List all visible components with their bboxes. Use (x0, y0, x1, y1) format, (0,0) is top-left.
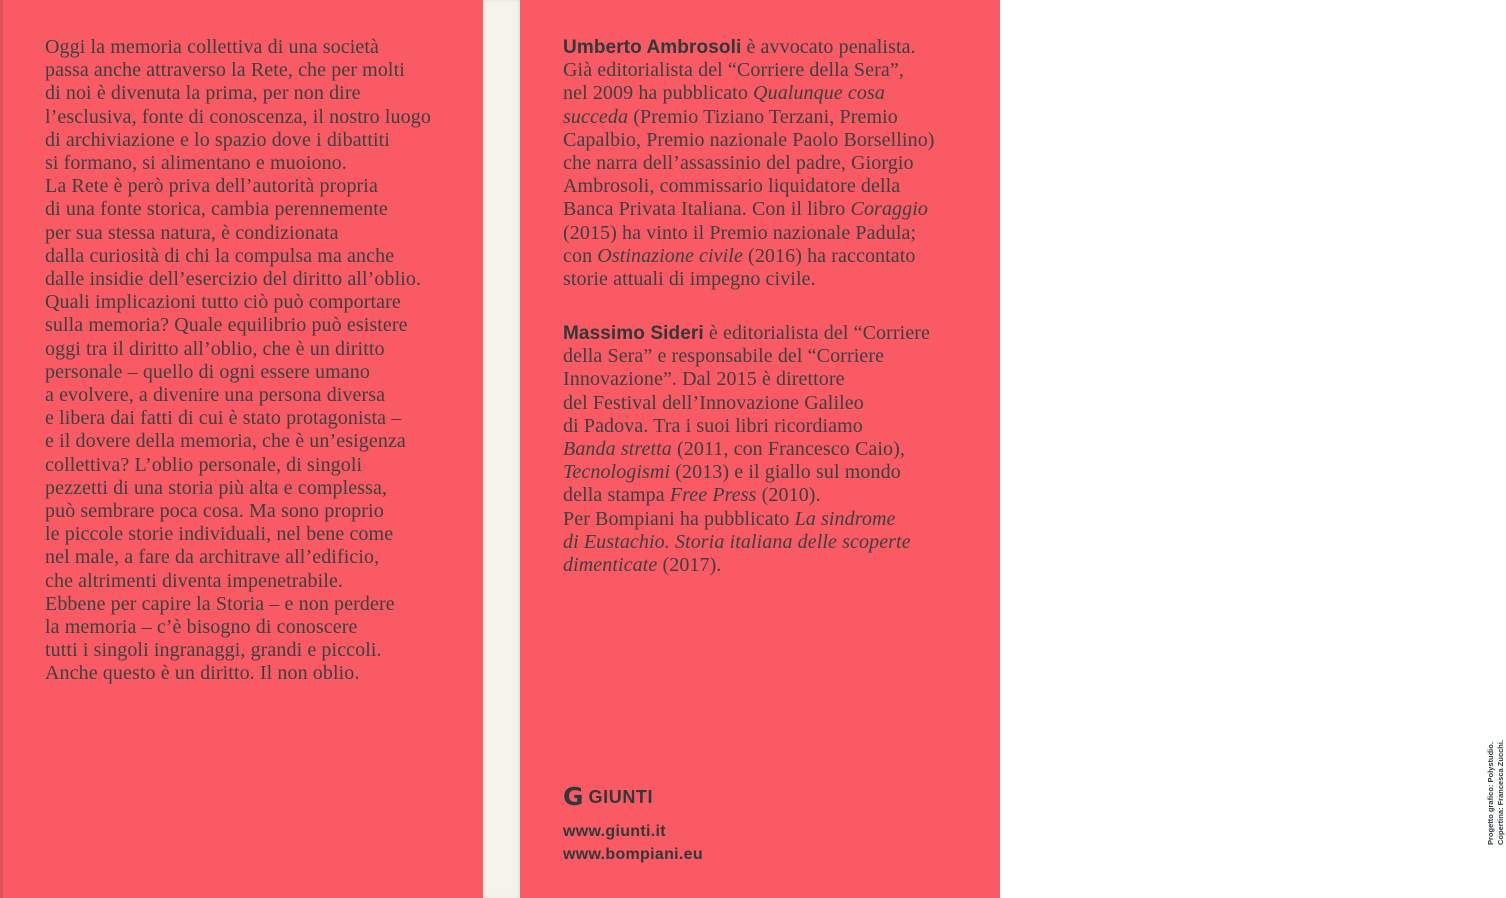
graphic-design-credit: Progetto grafico: Polystudio. (1486, 742, 1495, 845)
left-flap-panel (0, 0, 483, 898)
giunti-g-icon: G (563, 782, 584, 811)
bompiani-website-url: www.bompiani.eu (563, 846, 703, 863)
cover-design-credit: Copertina: Francesca Zucchi. (1496, 739, 1505, 845)
author-bio-sideri: Massimo Sideri è editorialista del “Corriere della Sera” e responsabile del “Corriere Innovazione”. Dal 2015 è direttore del Festival dell’Innovazione Galileo di Padova. Tra i suoi libri ricordiamo Banda stretta (2011, con Francesco Caio), Tecnologismi (2013) e il giallo sul mondo della stampa Free Press (2010). Per Bompiani ha pubblicato La sindrome di Eustachio. Storia italiana delle scoperte dimenticate (2017). (563, 322, 931, 577)
spine-gutter (483, 0, 520, 898)
publisher-urls (563, 820, 703, 866)
left-flap-paragraph: Oggi la memoria collettiva di una società passa anche attraverso la Rete, che per molti di noi è divenuta la prima, per non dire l’esclusiva, fonte di conoscenza, il nostro luogo di archiviazione e lo spazio dove i dibattiti si formano, si alimentano e muoiono. La Rete è però priva dell’autorità propria di una fonte storica, cambia perennemente per sua stessa natura, è condizionata dalla curiosità di chi la compulsa ma anche dalle insidie dell’esercizio del diritto all’oblio. Quali implicazioni tutto ciò può comportare sulla memoria? Quale equilibrio può esistere oggi tra il diritto all’oblio, che è un diritto personale – quello di ogni essere umano a evolvere, a divenire una persona diversa e libera dai fatti di cui è stato protagonista – e il dovere della memoria, che è un’esigenza collettiva? L’oblio personale, di singoli pezzetti di una storia più alta e complessa, può sembrare poca cosa. Ma sono proprio le piccole storie individuali, nel bene come nel male, a fare da architrave all’edificio, che altrimenti diventa impenetrabile. Ebbene per capire la Storia – e non perdere la memoria – c’è bisogno di conoscere tutti i singoli ingranaggi, grandi e piccoli. Anche questo è un diritto. Il non oblio. (45, 36, 431, 685)
design-credits (1486, 740, 1506, 845)
giunti-logo (563, 782, 703, 811)
giunti-website-url: www.giunti.it (563, 823, 666, 840)
publisher-block (563, 782, 703, 866)
giunti-logo-text: GIUNTI (588, 786, 654, 807)
author-bio-ambrosoli: Umberto Ambrosoli è avvocato penalista. Già editorialista del “Corriere della Sera”, nel 2009 ha pubblicato Qualunque cosa succeda (Premio Tiziano Terzani, Premio Capalbio, Premio nazionale Paolo Borsellino) che narra dell’assassinio del padre, Giorgio Ambrosoli, commissario liquidatore della Banca Privata Italiana. Con il libro Coraggio (2015) ha vinto il Premio nazionale Padula; con Ostinazione civile (2016) ha raccontato storie attuali di impegno civile. (563, 36, 935, 291)
right-flap-panel (520, 0, 1505, 898)
